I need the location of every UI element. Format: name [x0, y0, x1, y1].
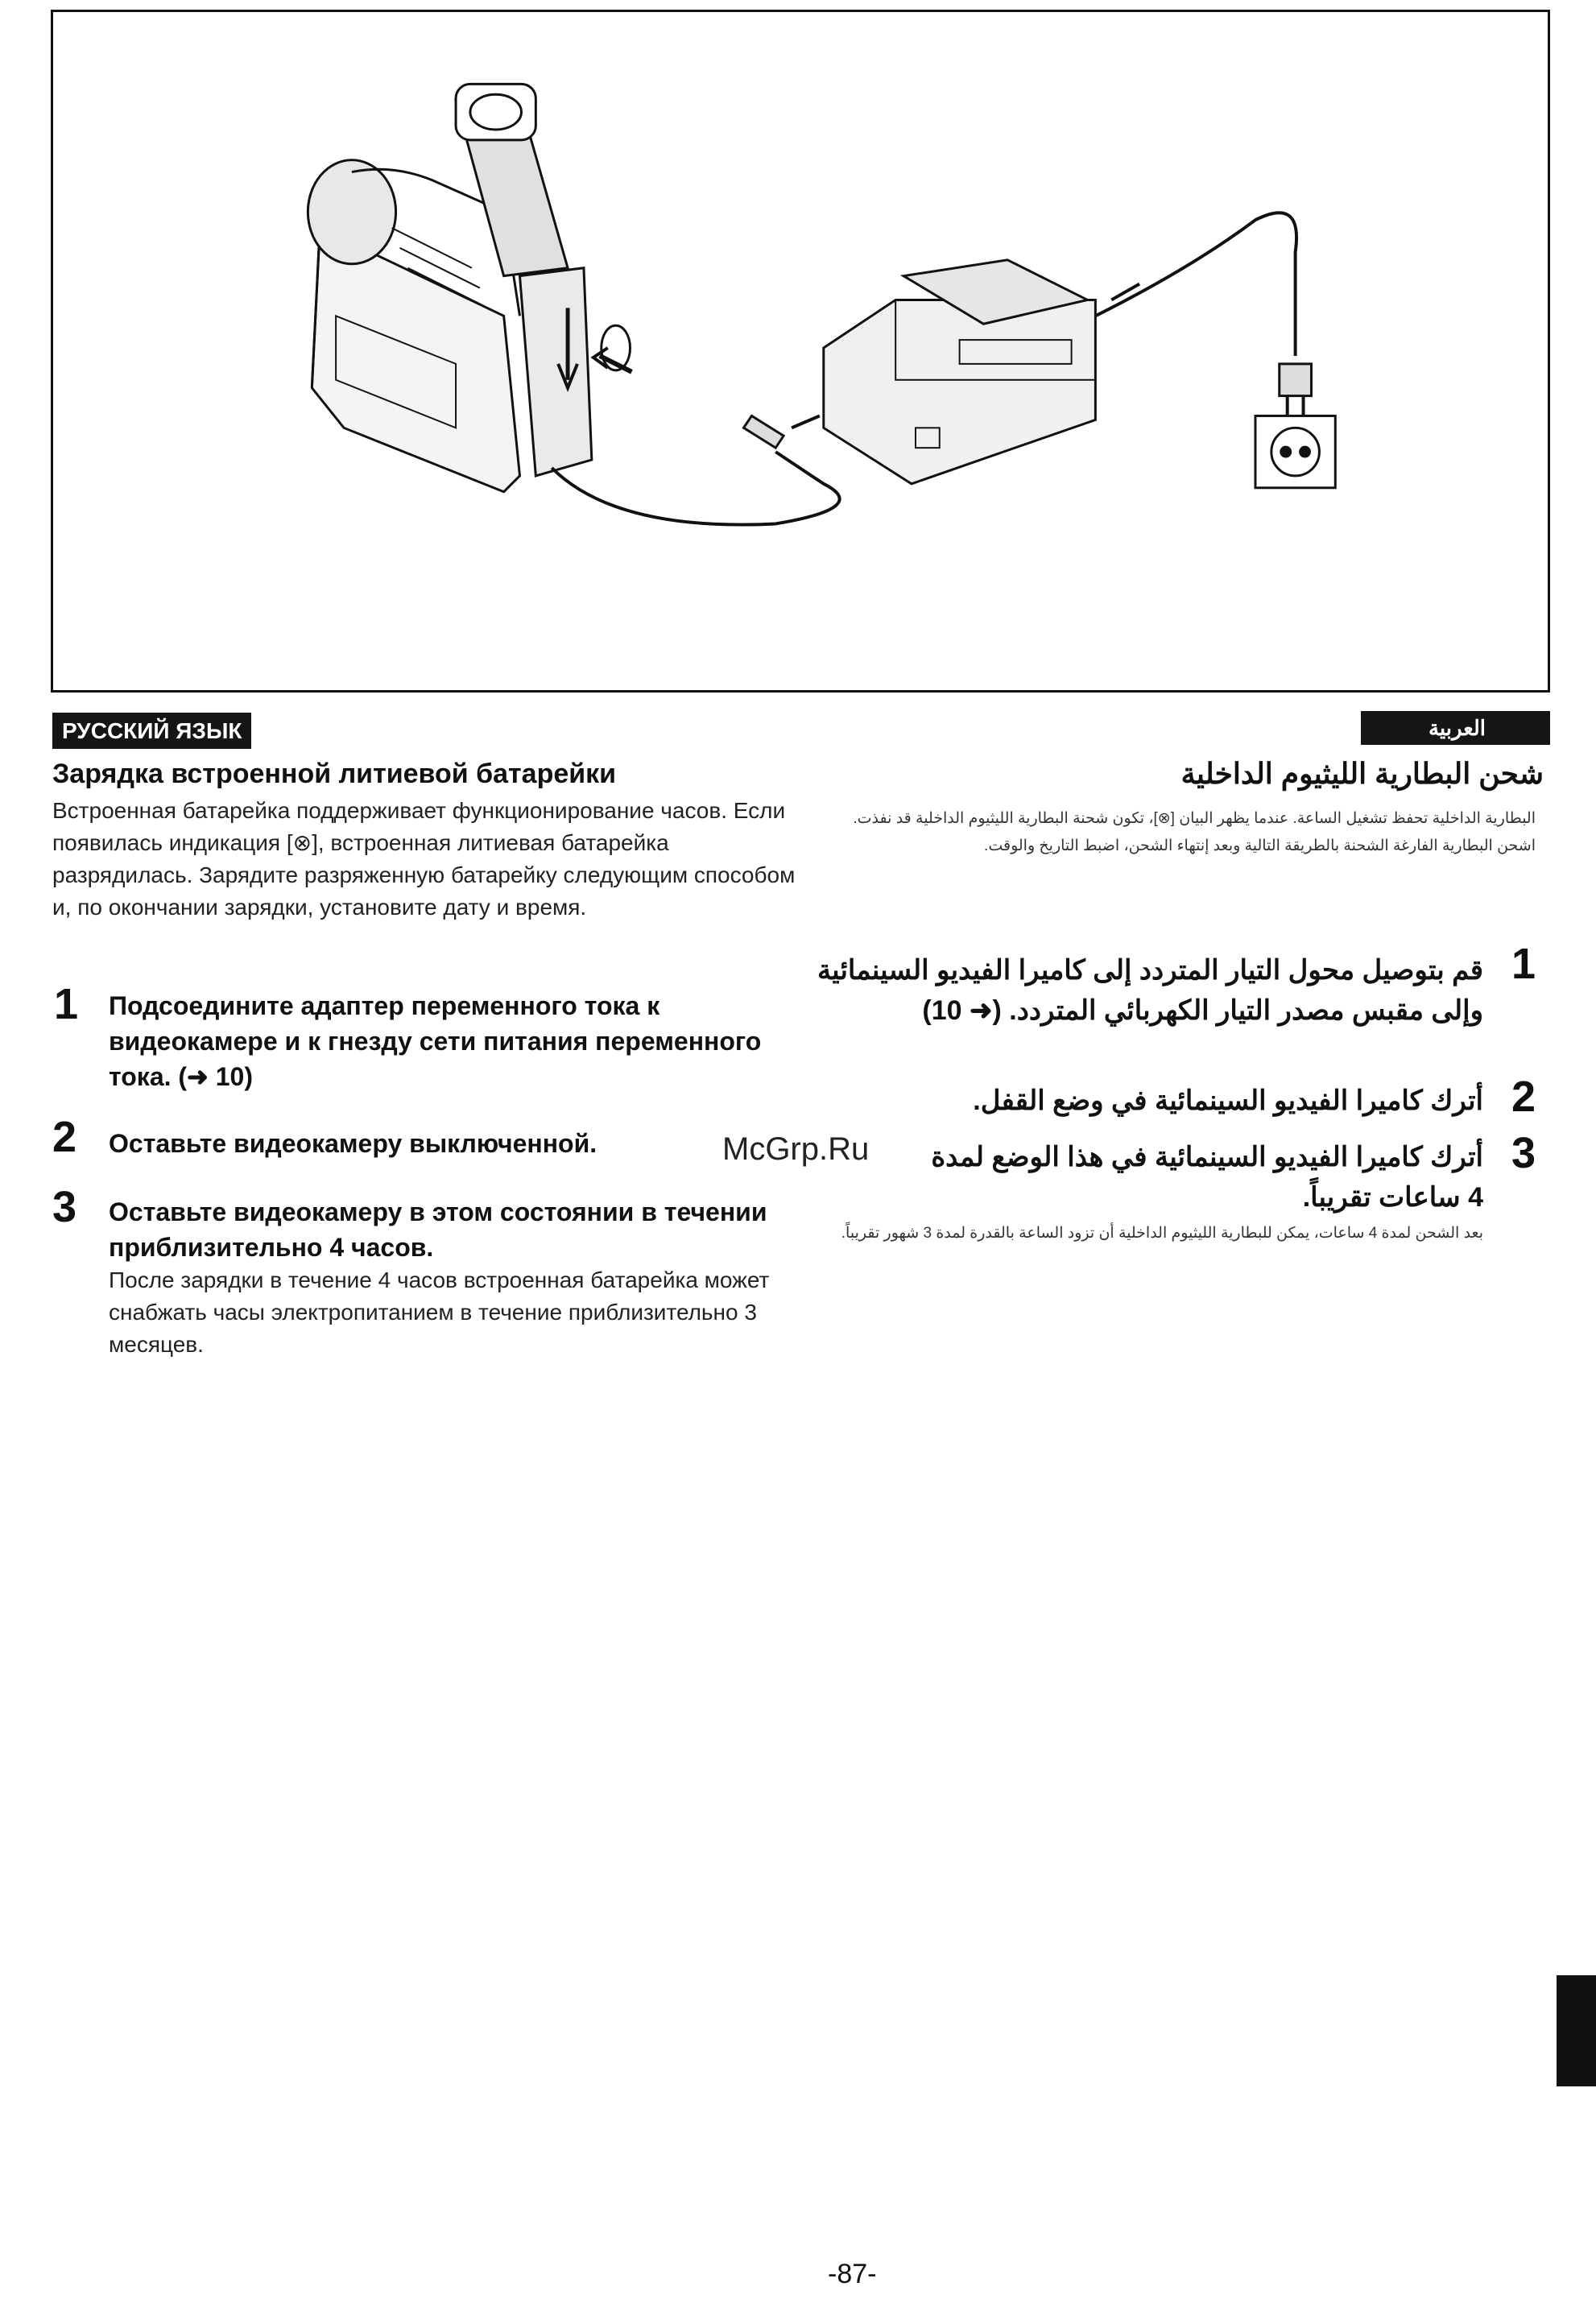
arabic-step-2-text: أترك كاميرا الفيديو السينمائية في وضع القفل. — [973, 1085, 1483, 1116]
camcorder-charging-icon — [53, 12, 1548, 690]
russian-step-3-text: Оставьте видеокамеру в этом состоянии в течении приблизительно 4 часов. — [109, 1197, 767, 1262]
russian-step-3-number: 3 — [52, 1183, 77, 1231]
arabic-intro: البطارية الداخلية تحفظ تشغيل الساعة. عندما يظهر البيان [⊗]، تكون شحنة البطارية الليثيوم الداخلية قد نفذت. اشحن البطارية الفارغة الشحنة بالطريقة التالية وبعد إنتهاء الشحن، اضبط التاريخ والوقت. — [853, 810, 1536, 854]
arabic-title: شحن البطارية الليثيوم الداخلية — [1180, 757, 1544, 790]
arabic-step-3-note: بعد الشحن لمدة 4 ساعات، يمكن للبطارية الليثيوم الداخلية أن تزود الساعة بالقدرة لمدة 3 شهور تقريباً. — [841, 1225, 1483, 1242]
arabic-step-2-number: 2 — [1511, 1073, 1536, 1121]
russian-language-tab: РУССКИЙ ЯЗЫК — [52, 713, 251, 749]
charging-illustration — [51, 10, 1550, 693]
arabic-step-3-text: أترك كاميرا الفيديو السينمائية في هذا الوضع لمدة 4 ساعات تقريباً. — [931, 1142, 1483, 1213]
russian-intro: Встроенная батарейка поддерживает функционирование часов. Если появилась индикация [⊗], встроенная литиевая батарейка разрядилась. Зарядите разряженную батарейку следующим способом и, по окончании зарядки, установите дату и время. — [52, 798, 796, 920]
russian-title: Зарядка встроенной литиевой батарейки — [52, 759, 617, 789]
page-number: -87- — [828, 2259, 877, 2289]
russian-step-2-number: 2 — [52, 1113, 77, 1161]
arabic-step-3-number: 3 — [1511, 1129, 1536, 1177]
arabic-step-1-number: 1 — [1511, 940, 1536, 988]
russian-step-2-text: Оставьте видеокамеру выключенной. — [109, 1129, 597, 1158]
watermark: McGrp.Ru — [722, 1131, 870, 1167]
russian-step-3-note: После зарядки в течение 4 часов встроенная батарейка может снабжать часы электропитанием в течение приблизительно 3 месяцев. — [109, 1267, 770, 1357]
section-thumb-tab — [1557, 1975, 1596, 2086]
russian-step-1-text: Подсоедините адаптер переменного тока к видеокамере и к гнезду сети питания переменного тока. (➜ 10) — [109, 991, 762, 1091]
arabic-language-tab: العربية — [1361, 711, 1550, 745]
russian-step-1-number: 1 — [54, 980, 79, 1028]
arabic-step-1-text: قم بتوصيل محول التيار المتردد إلى كاميرا الفيديو السينمائية وإلى مقبس مصدر التيار الكهربائي المتردد. (➜ 10) — [817, 955, 1483, 1026]
